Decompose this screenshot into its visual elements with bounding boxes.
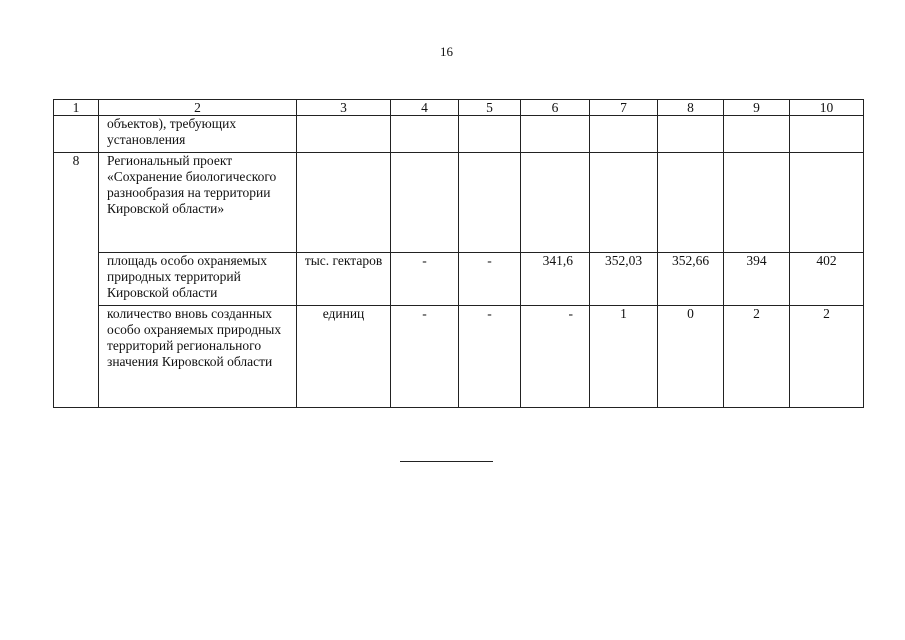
value-cell: 2 [724, 306, 790, 408]
value-cell: 0 [658, 306, 724, 408]
value-cell [724, 153, 790, 253]
value-cell: - [521, 306, 590, 408]
project-name: Региональный проект «Сохранение биологического разнообразия на территории Кировской области» [99, 153, 297, 253]
value-cell: 1 [590, 306, 658, 408]
unit-cell [297, 153, 391, 253]
value-cell [658, 116, 724, 153]
table-row [54, 153, 864, 253]
value-cell [590, 153, 658, 253]
end-divider [400, 461, 493, 462]
value-cell [391, 153, 459, 253]
column-header: 6 [521, 100, 590, 116]
column-header: 4 [391, 100, 459, 116]
value-cell [590, 116, 658, 153]
value-cell: 394 [724, 253, 790, 306]
value-cell: - [391, 306, 459, 408]
row-number: 8 [54, 153, 99, 408]
column-header: 1 [54, 100, 99, 116]
table-row [54, 116, 864, 153]
indicator-name: количество вновь созданных особо охраняемых природных территорий регионального значения Кировской области [99, 306, 297, 408]
value-cell [521, 116, 590, 153]
row-number [54, 116, 99, 153]
column-header: 3 [297, 100, 391, 116]
value-cell [459, 153, 521, 253]
table-row [54, 306, 864, 408]
table-row [54, 253, 864, 306]
value-cell: 2 [790, 306, 864, 408]
value-cell [790, 153, 864, 253]
table-header-row [54, 100, 864, 116]
value-cell [391, 116, 459, 153]
column-header: 5 [459, 100, 521, 116]
value-cell [459, 116, 521, 153]
unit-cell: тыс. гектаров [297, 253, 391, 306]
indicators-table [53, 99, 864, 408]
indicator-name: площадь особо охраняемых природных территорий Кировской области [99, 253, 297, 306]
column-header: 7 [590, 100, 658, 116]
value-cell: - [459, 253, 521, 306]
page-number: 16 [440, 44, 453, 59]
unit-cell [297, 116, 391, 153]
column-header: 2 [99, 100, 297, 116]
value-cell [658, 153, 724, 253]
value-cell: - [391, 253, 459, 306]
value-cell [790, 116, 864, 153]
value-cell: 352,03 [590, 253, 658, 306]
value-cell [521, 153, 590, 253]
column-header: 10 [790, 100, 864, 116]
unit-cell: единиц [297, 306, 391, 408]
column-header: 9 [724, 100, 790, 116]
value-cell: 341,6 [521, 253, 590, 306]
value-cell: 352,66 [658, 253, 724, 306]
value-cell: - [459, 306, 521, 408]
indicator-name: объектов), требующих установления [99, 116, 297, 153]
value-cell [724, 116, 790, 153]
column-header: 8 [658, 100, 724, 116]
value-cell: 402 [790, 253, 864, 306]
